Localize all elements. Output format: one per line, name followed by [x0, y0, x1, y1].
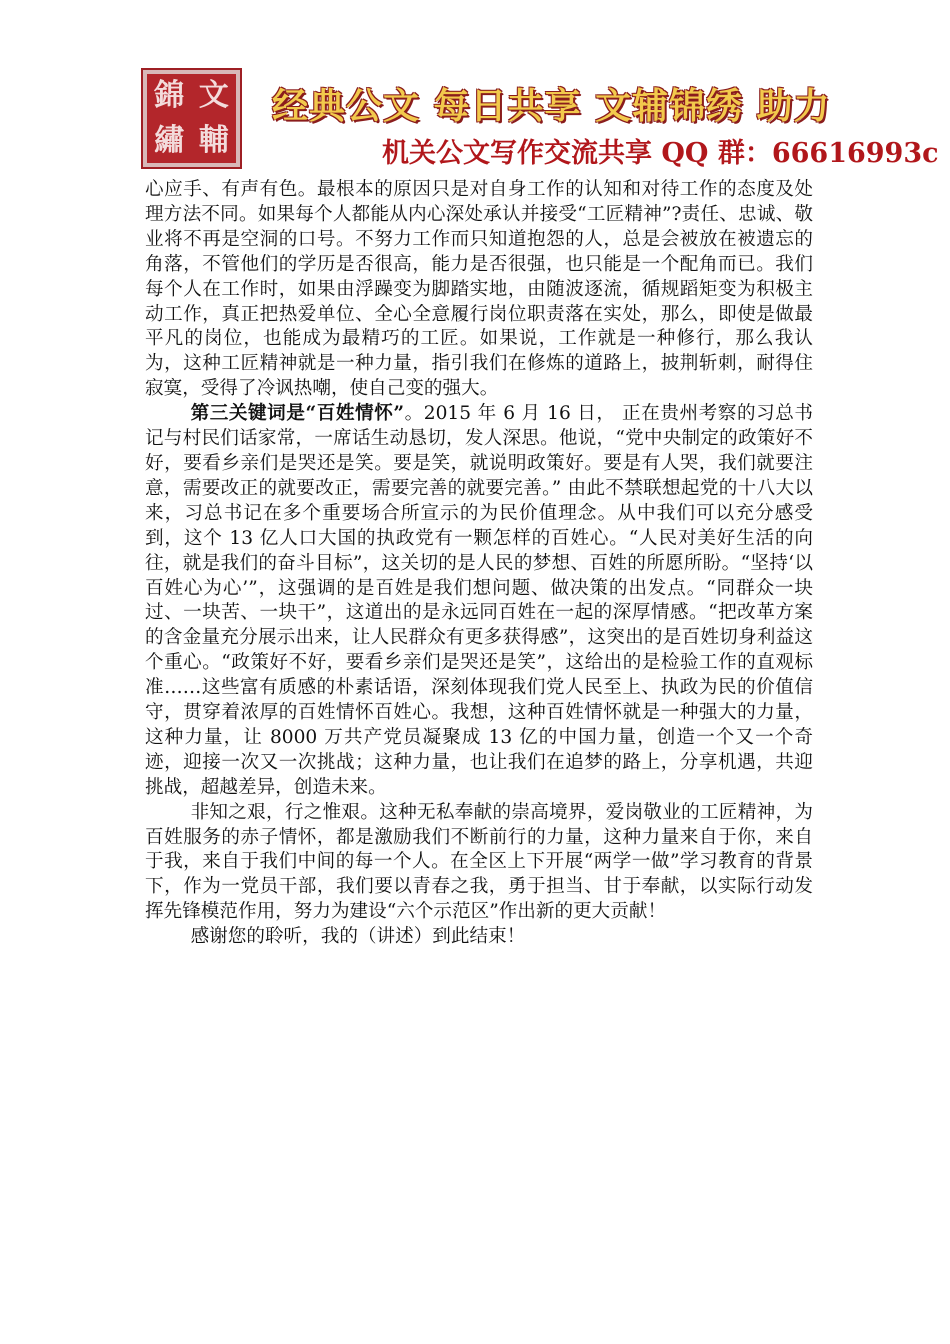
page-header — [0, 0, 950, 175]
paragraph: 非知之艰，行之惟艰。这种无私奉献的崇高境界，爱岗敬业的工匠精神，为百姓服务的赤子情怀，都是激励我们不断前行的力量，这种力量来自于你，来自于我，来自于我们中间的每一个人。在全区上下开展“两学一做”学习教育的背景下，作为一党员干部，我们要以青春之我，勇于担当、甘于奉献，以实际行动发挥先锋模范作用，努力为建设“六个示范区”作出新的更大贡献！ — [145, 801, 813, 923]
seal-char: 繡 — [154, 122, 185, 158]
seal-char: 輔 — [198, 122, 229, 158]
paragraph-text: 。2015 年 6 月 16 日， 正在贵州考察的习总书记与村民们话家常，一席话生动恳切，发人深思。他说，“党中央制定的政策好不好，要看乡亲们是哭还是笑。要是笑，就说明政策好。要是有人哭，我们就要注意，需要改正的就要改正，需要完善的就要完善。” 由此不禁联想起党的十八大以来，习总书记在多个重要场合所宣示的为民价值理念。从中我们可以充分感受到，这个 13 亿人口大国的执政党有一颗怎样的百姓心。“人民对美好生活的向往，就是我们的奋斗目标”，这关切的是人民的梦想、百姓的所愿所盼。“坚持‘以百姓心为心’”，这强调的是百姓是我们想问题、做决策的出发点。“同群众一块过、一块苦、一块干”，这道出的是永远同百姓在一起的深厚情感。“把改革方案的含金量充分展示出来，让人民群众有更多获得感”，这突出的是百姓切身利益这个重心。“政策好不好，要看乡亲们是哭还是笑”，这给出的是检验工作的直观标准……这些富有质感的朴素话语，深刻体现我们党人民至上、执政为民的价值信守，贯穿着浓厚的百姓情怀百姓心。我想，这种百姓情怀就是一种强大的力量，这种力量，让 8000 万共产党员凝聚成 13 亿的中国力量，创造一个又一个奇迹，迎接一次又一次挑战；这种力量，也让我们在追梦的路上，分享机遇，共迎挑战，超越差异，创造未来。 — [145, 403, 814, 798]
seal-char: 錦 — [154, 78, 185, 114]
keyword-heading: 第三关键词是“百姓情怀” — [190, 403, 405, 425]
paragraph: 心应手、有声有色。最根本的原因只是对自身工作的认知和对待工作的态度及处理方法不同。如果每个人都能从内心深处承认并接受“工匠精神”?责任、忠诚、敬业将不再是空洞的口号。不努力工作而只知道抱怨的人，总是会被放在被遗忘的角落，不管他们的学历是否很高，能力是否很强，也只能是一个配角而已。我们每个人在工作时，如果由浮躁变为脚踏实地，由随波逐流，循规蹈矩变为积极主动工作，真正把热爱单位、全心全意履行岗位职责落在实处，那么，即使是做最平凡的岗位，也能成为最精巧的工匠。如果说，工作就是一种修行，那么我认为，这种工匠精神就是一种力量，指引我们在修炼的道路上，披荆斩刺，耐得住寂寞，受得了冷讽热嘲，使自己变的强大。 — [145, 179, 813, 400]
closing-paragraph: 感谢您的聆听，我的（讲述）到此结束！ — [190, 926, 526, 948]
header-slogan: 经典公文 每日共享 文辅锦绣 助力 — [272, 86, 831, 127]
seal-char: 文 — [198, 78, 229, 114]
paragraph — [145, 402, 813, 801]
header-qq-group: 机关公文写作交流共享 QQ 群：66616993c — [382, 138, 939, 169]
seal-logo — [143, 70, 240, 167]
document-body — [145, 178, 813, 950]
